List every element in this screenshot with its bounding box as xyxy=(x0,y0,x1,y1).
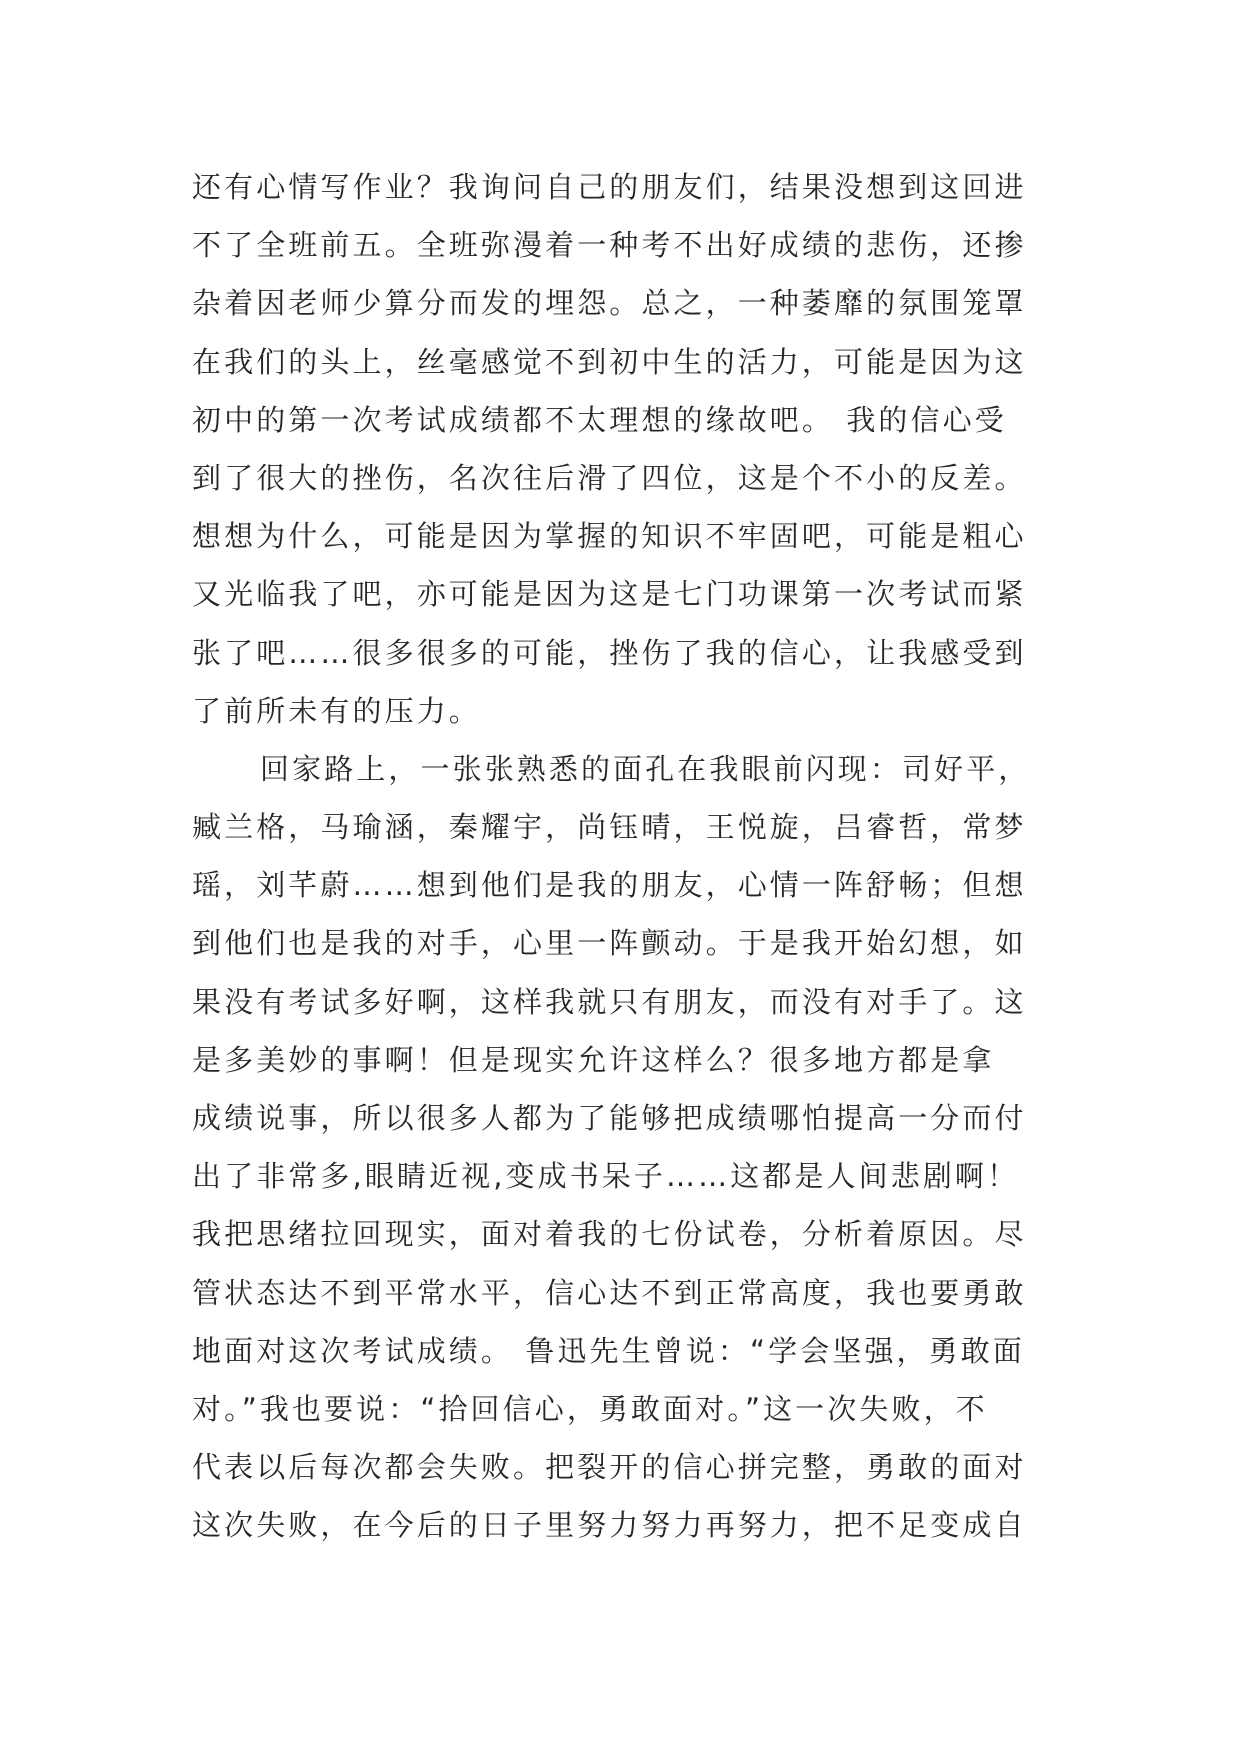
text-line: 又光临我了吧，亦可能是因为这是七门功课第一次考试而紧 xyxy=(192,577,1027,612)
text-line: 臧兰格，马瑜涵，秦耀宇，尚钰晴，王悦旋，吕睿哲，常梦 xyxy=(192,810,1027,845)
text-line: 初中的第一次考试成绩都不太理想的缘故吧。 我的信心受 xyxy=(192,402,1007,437)
text-line: 了前所未有的压力。 xyxy=(192,693,481,728)
text-line: 瑶，刘芊蔚……想到他们是我的朋友，心情一阵舒畅；但想 xyxy=(192,868,1027,903)
text-line: 成绩说事，所以很多人都为了能够把成绩哪怕提高一分而付 xyxy=(192,1101,1027,1135)
text-line: 张了吧……很多很多的可能，挫伤了我的信心，让我感受到 xyxy=(192,635,1027,670)
text-line: 出了非常多,眼睛近视,变成书呆子……这都是人间悲剧啊！ xyxy=(192,1159,1020,1194)
text-line: 地面对这次考试成绩。 鲁迅先生曾说：“学会坚强，勇敢面 xyxy=(192,1333,1025,1368)
text-line: 管状态达不到平常水平，信心达不到正常高度，我也要勇敢 xyxy=(192,1275,1027,1310)
text-line: 想想为什么，可能是因为掌握的知识不牢固吧，可能是粗心 xyxy=(192,519,1027,554)
text-line: 到了很大的挫伤，名次往后滑了四位，这是个不小的反差。 xyxy=(192,460,1027,495)
text-line: 对。”我也要说：“拾回信心，勇敢面对。”这一次失败，不 xyxy=(192,1391,988,1426)
text-line: 果没有考试多好啊，这样我就只有朋友，而没有对手了。这 xyxy=(192,984,1027,1019)
text-line: 我把思绪拉回现实，面对着我的七份试卷，分析着原因。尽 xyxy=(192,1217,1027,1252)
document-body xyxy=(192,158,1072,1555)
text-line: 是多美妙的事啊！但是现实允许这样么？很多地方都是拿 xyxy=(192,1042,995,1077)
text-line: 代表以后每次都会失败。把裂开的信心拼完整，勇敢的面对 xyxy=(192,1450,1027,1485)
text-line: 还有心情写作业？我询问自己的朋友们，结果没想到这回进 xyxy=(192,170,1027,204)
text-line: 杂着因老师少算分而发的埋怨。总之，一种萎靡的氛围笼罩 xyxy=(192,286,1027,321)
paragraph-first-line: 回家路上，一张张熟悉的面孔在我眼前闪现：司好平， xyxy=(260,751,1031,786)
text-line: 这次失败，在今后的日子里努力努力再努力，把不足变成自 xyxy=(192,1508,1027,1543)
text-line: 不了全班前五。全班弥漫着一种考不出好成绩的悲伤，还掺 xyxy=(192,228,1027,263)
text-line: 到他们也是我的对手，心里一阵颤动。于是我开始幻想，如 xyxy=(192,926,1027,961)
text-line: 在我们的头上，丝毫感觉不到初中生的活力，可能是因为这 xyxy=(192,344,1027,379)
